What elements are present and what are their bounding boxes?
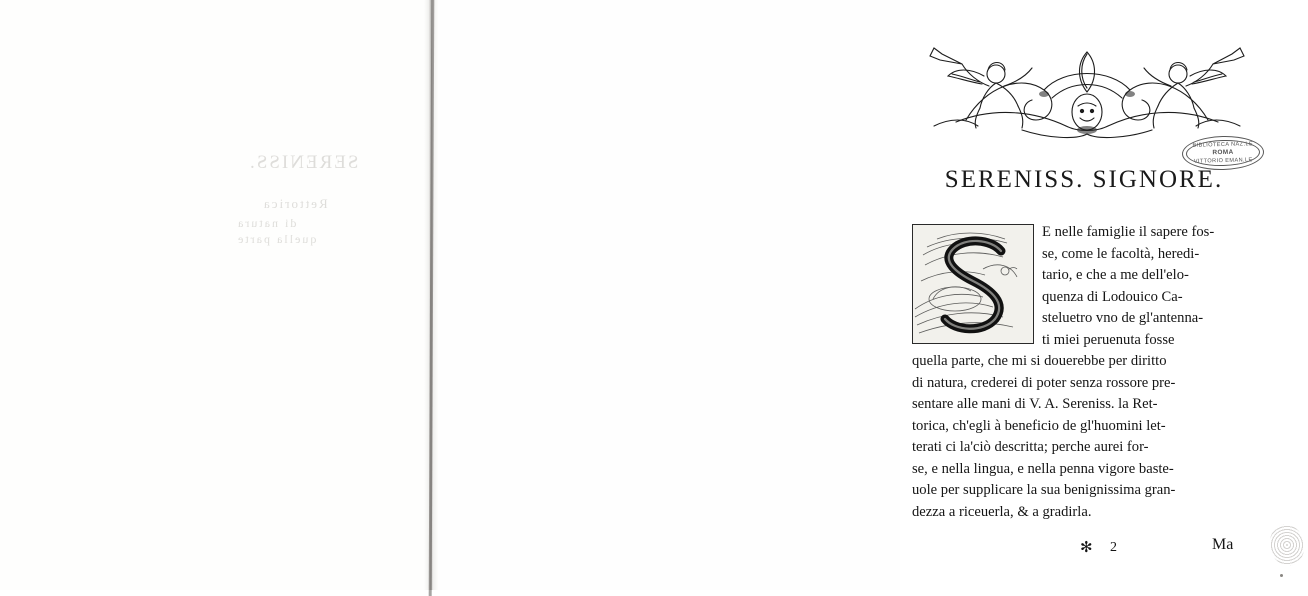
- body-line: quenza di Lodouico Ca-: [1042, 288, 1183, 305]
- body-line: torica, ch'egli à beneficio de gl'huomini let-: [912, 417, 1166, 434]
- body-line: sentare alle mani di V. A. Sereniss. la Ret-: [912, 396, 1158, 412]
- show-through-text: SERENISS.: [248, 152, 359, 173]
- ink-speck: [1280, 574, 1283, 577]
- body-line: tario, e che a me dell'elo-: [1042, 267, 1189, 283]
- show-through-text: Rettorica: [262, 196, 328, 211]
- body-line: se, e nella lingua, e nella penna vigore baste-: [912, 460, 1174, 477]
- verso-page: [0, 0, 428, 590]
- putti-headpiece-icon: [926, 34, 1248, 142]
- body-text: [912, 222, 1260, 523]
- recto-page: [438, 0, 1254, 590]
- signature-mark: 2: [1110, 540, 1117, 555]
- body-line: E nelle famiglie il sapere fos-: [1042, 224, 1215, 240]
- body-line: quella parte, che mi si douerebbe per diritto: [912, 353, 1167, 369]
- body-line: ti miei peruenuta fosse: [1042, 331, 1175, 348]
- ink-smudge: [1266, 521, 1308, 569]
- footer-ornament-icon: ✻: [1080, 540, 1093, 556]
- stamp-line-1: BIBLIOTECA NAZ.LE: [1192, 141, 1254, 149]
- show-through-text: quella parte: [236, 232, 317, 246]
- body-line: terati ci la'ciò descritta; perche aurei for-: [912, 439, 1149, 455]
- page-footer: [912, 538, 1260, 562]
- body-line: dezza a riceuerla, & a gradirla.: [912, 503, 1092, 520]
- show-through-text: di natura: [236, 216, 297, 230]
- body-line: di natura, crederei di poter senza rossore pre-: [912, 374, 1176, 391]
- stamp-line-2: ROMA: [1212, 148, 1234, 157]
- catchword: Ma: [1212, 536, 1234, 553]
- body-line: uole per supplicare la sua benignissima gran-: [912, 482, 1176, 498]
- drop-cap-initial-s: [912, 224, 1034, 344]
- body-line: steluetro vno de gl'antenna-: [1042, 310, 1204, 326]
- page-title: SERENISS. SIGNORE.: [944, 166, 1224, 193]
- stamp-line-3: VITTORIO EMAN.LE: [1193, 157, 1253, 165]
- body-line: se, come le facoltà, heredi-: [1042, 245, 1200, 262]
